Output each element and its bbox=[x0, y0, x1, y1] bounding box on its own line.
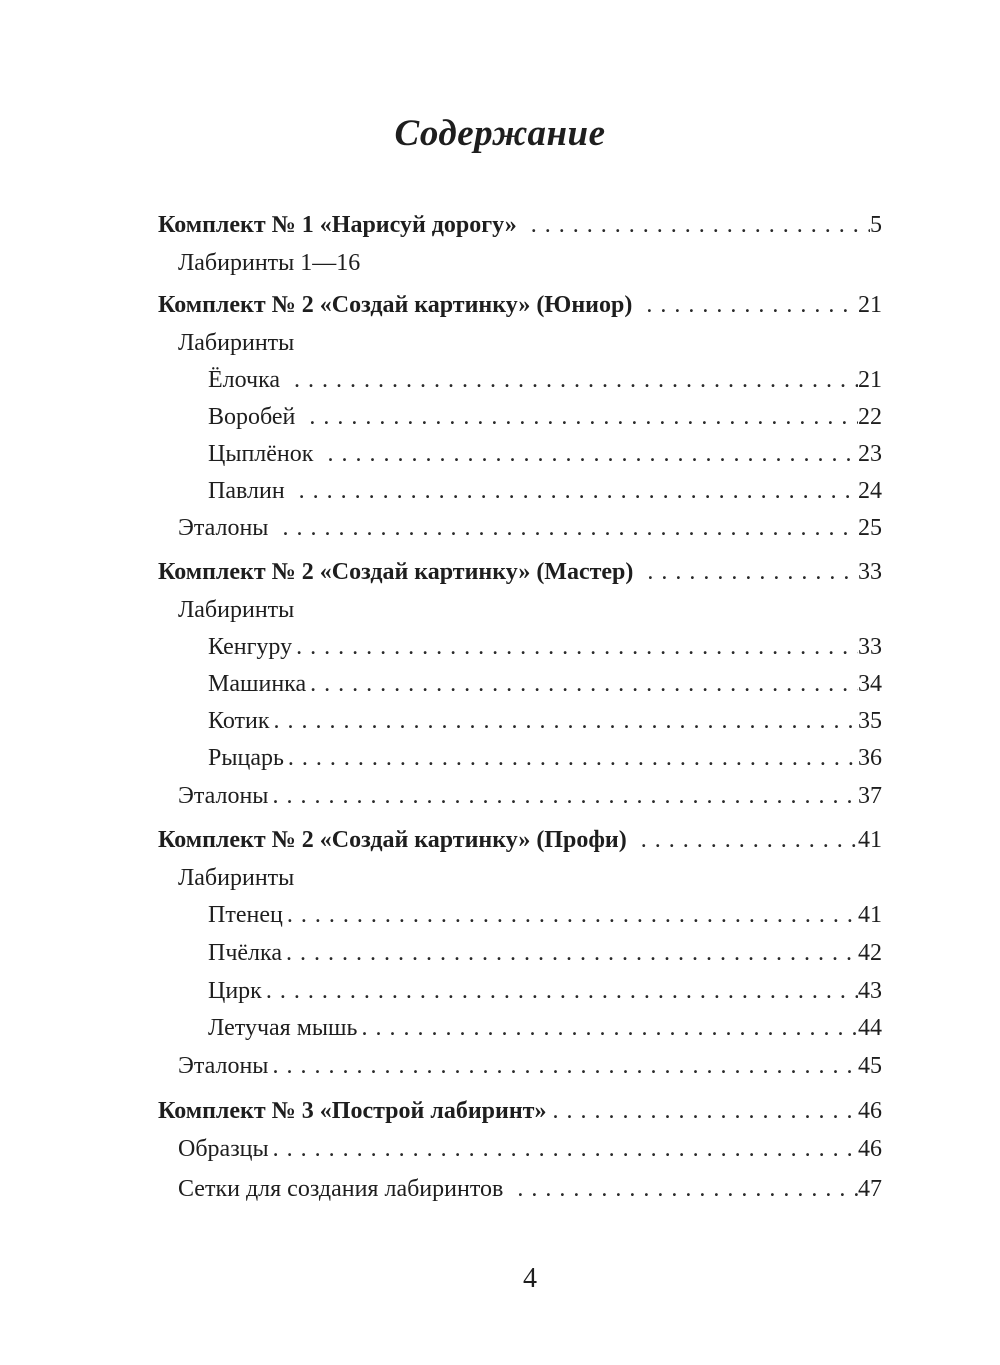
dot-leader bbox=[299, 476, 858, 506]
toc-entry-label: Птенец bbox=[208, 902, 283, 928]
toc-entry-page: 21 bbox=[858, 292, 882, 318]
dot-leader bbox=[646, 290, 858, 320]
toc-entry-label: Ёлочка bbox=[208, 367, 281, 393]
toc-entry-page: 24 bbox=[858, 478, 882, 504]
toc-entry-page: 36 bbox=[858, 745, 882, 771]
dot-leader bbox=[327, 439, 858, 469]
toc-entry-label: Комплект № 2 «Создай картинку» (Мастер) bbox=[158, 559, 634, 585]
toc-entry-etalony[interactable] bbox=[178, 781, 882, 811]
toc-entry-etalony[interactable] bbox=[178, 513, 882, 543]
toc-entry-label: Котик bbox=[208, 708, 270, 734]
toc-entry-page: 23 bbox=[858, 441, 882, 467]
toc-entry-page: 33 bbox=[858, 559, 882, 585]
dot-leader bbox=[288, 743, 858, 773]
toc-entry-page: 44 bbox=[858, 1015, 882, 1041]
toc-entry-kenguru[interactable] bbox=[208, 632, 882, 662]
dot-leader bbox=[286, 938, 858, 968]
toc-entry-page: 47 bbox=[858, 1176, 882, 1202]
dot-leader bbox=[294, 365, 858, 395]
dot-leader bbox=[282, 513, 858, 543]
toc-entry-page: 34 bbox=[858, 671, 882, 697]
toc-entry-label: Лабиринты bbox=[178, 330, 295, 356]
toc-entry-label: Машинка bbox=[208, 671, 307, 697]
toc-entry-mazes-1-16[interactable] bbox=[178, 248, 360, 278]
toc-entry-pavlin[interactable] bbox=[208, 476, 882, 506]
toc-entry-page: 46 bbox=[858, 1098, 882, 1124]
toc-entry-page: 46 bbox=[858, 1136, 882, 1162]
toc-entry-label: Цыплёнок bbox=[208, 441, 314, 467]
toc-entry-rytsar[interactable] bbox=[208, 743, 882, 773]
dot-leader bbox=[296, 632, 858, 662]
toc-entry-label: Комплект № 2 «Создай картинку» (Профи) bbox=[158, 827, 627, 853]
toc-entry-label: Лабиринты 1—16 bbox=[178, 250, 361, 276]
toc-entry-ptenets[interactable] bbox=[208, 900, 882, 930]
dot-leader bbox=[517, 1174, 858, 1204]
page-title: Содержание bbox=[394, 113, 606, 154]
page-number: 4 bbox=[523, 1263, 537, 1294]
toc-entry-etalony[interactable] bbox=[178, 1051, 882, 1081]
toc-entry-obraztsy[interactable] bbox=[178, 1134, 882, 1164]
toc-entry-label: Павлин bbox=[208, 478, 285, 504]
dot-leader bbox=[647, 557, 858, 587]
toc-entry-label: Лабиринты bbox=[178, 865, 295, 891]
dot-leader bbox=[641, 825, 858, 855]
toc-entry-label: Эталоны bbox=[178, 783, 269, 809]
toc-entry-vorobey[interactable] bbox=[208, 402, 882, 432]
dot-leader bbox=[531, 210, 870, 240]
toc-entry-set-1[interactable] bbox=[158, 210, 882, 240]
dot-leader bbox=[266, 976, 858, 1006]
toc-entry-page: 42 bbox=[858, 940, 882, 966]
toc-entry-page: 37 bbox=[858, 783, 882, 809]
toc-entry-kotik[interactable] bbox=[208, 706, 882, 736]
toc-entry-label: Комплект № 2 «Создай картинку» (Юниор) bbox=[158, 292, 633, 318]
toc-entry-tsirk[interactable] bbox=[208, 976, 882, 1006]
toc-entry-label: Комплект № 1 «Нарисуй дорогу» bbox=[158, 212, 517, 238]
dot-leader bbox=[361, 1013, 858, 1043]
toc-entry-page: 25 bbox=[858, 515, 882, 541]
dot-leader bbox=[310, 669, 858, 699]
toc-entry-page: 35 bbox=[858, 708, 882, 734]
dot-leader bbox=[272, 1051, 858, 1081]
toc-entry-yolochka[interactable] bbox=[208, 365, 882, 395]
dot-leader bbox=[552, 1096, 858, 1126]
toc-entry-page: 43 bbox=[858, 978, 882, 1004]
toc-entry-page: 22 bbox=[858, 404, 882, 430]
toc-entry-letuchaya-mysh[interactable] bbox=[208, 1013, 882, 1043]
dot-leader bbox=[274, 706, 859, 736]
toc-entry-pchyolka[interactable] bbox=[208, 938, 882, 968]
toc-entry-label: Цирк bbox=[208, 978, 262, 1004]
dot-leader bbox=[273, 1134, 858, 1164]
toc-entry-set-2-junior[interactable] bbox=[158, 290, 882, 320]
toc-entry-label: Лабиринты bbox=[178, 597, 295, 623]
toc-entry-set-2-master[interactable] bbox=[158, 557, 882, 587]
toc-entry-mashinka[interactable] bbox=[208, 669, 882, 699]
toc-entry-label: Летучая мышь bbox=[208, 1015, 358, 1041]
toc-entry-label: Комплект № 3 «Построй лабиринт» bbox=[158, 1098, 547, 1124]
dot-leader bbox=[309, 402, 858, 432]
toc-entry-label: Пчёлка bbox=[208, 940, 282, 966]
toc-entry-label: Образцы bbox=[178, 1136, 269, 1162]
toc-entry-label: Эталоны bbox=[178, 515, 269, 541]
toc-entry-page: 21 bbox=[858, 367, 882, 393]
dot-leader bbox=[287, 900, 858, 930]
toc-entry-set-2-profi[interactable] bbox=[158, 825, 882, 855]
dot-leader bbox=[272, 781, 858, 811]
toc-entry-page: 33 bbox=[858, 634, 882, 660]
toc-entry-label: Эталоны bbox=[178, 1053, 269, 1079]
toc-entry-page: 5 bbox=[870, 212, 882, 238]
toc-entry-mazes[interactable] bbox=[178, 595, 294, 625]
toc-entry-tsyplyonok[interactable] bbox=[208, 439, 882, 469]
toc-entry-page: 45 bbox=[858, 1053, 882, 1079]
toc-entry-label: Воробей bbox=[208, 404, 296, 430]
toc-entry-label: Рыцарь bbox=[208, 745, 284, 771]
toc-entry-set-3[interactable] bbox=[158, 1096, 882, 1126]
toc-entry-page: 41 bbox=[858, 827, 882, 853]
toc-entry-page: 41 bbox=[858, 902, 882, 928]
toc-entry-label: Сетки для создания лабиринтов bbox=[178, 1176, 504, 1202]
toc-entry-mazes[interactable] bbox=[178, 863, 294, 893]
toc-entry-setki[interactable] bbox=[178, 1174, 882, 1204]
toc-entry-mazes[interactable] bbox=[178, 328, 294, 358]
toc-entry-label: Кенгуру bbox=[208, 634, 293, 660]
